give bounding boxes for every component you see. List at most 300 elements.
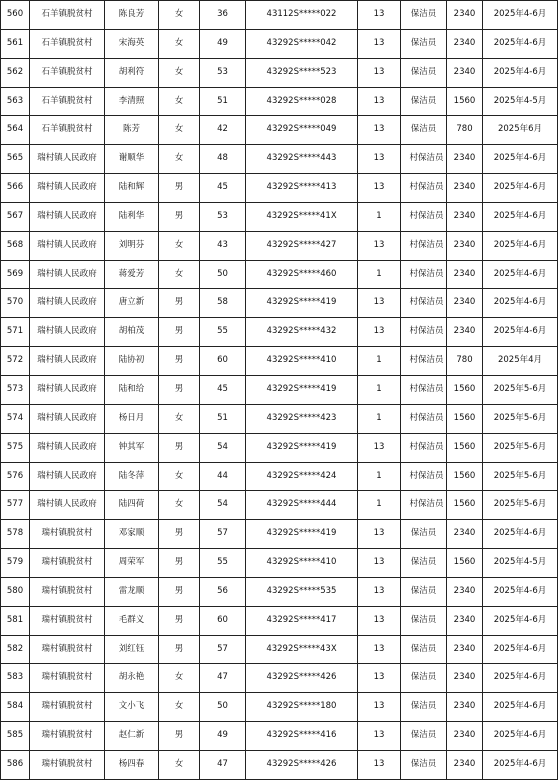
cell-person-name: 宋海英 xyxy=(105,29,159,58)
cell-period: 2025年5-6月 xyxy=(483,375,558,404)
cell-id-number: 43292S*****419 xyxy=(246,433,358,462)
cell-id-number: 43292S*****523 xyxy=(246,58,358,87)
cell-period: 2025年4-6月 xyxy=(483,1,558,30)
cell-amount: 2340 xyxy=(447,1,483,30)
table-row xyxy=(1,375,558,404)
cell-months: 13 xyxy=(358,116,401,145)
cell-amount: 2340 xyxy=(447,635,483,664)
cell-months: 1 xyxy=(358,347,401,376)
cell-gender: 女 xyxy=(159,231,200,260)
cell-gender: 男 xyxy=(159,606,200,635)
cell-id-number: 43292S*****41X xyxy=(246,202,358,231)
cell-months: 13 xyxy=(358,549,401,578)
cell-gender: 男 xyxy=(159,289,200,318)
cell-id-number: 43292S*****427 xyxy=(246,231,358,260)
cell-id-number: 43292S*****042 xyxy=(246,29,358,58)
cell-work-unit: 瑞村镇脱贫村 xyxy=(30,520,105,549)
cell-age: 48 xyxy=(200,145,246,174)
cell-months: 13 xyxy=(358,231,401,260)
cell-months: 13 xyxy=(358,145,401,174)
cell-months: 1 xyxy=(358,462,401,491)
table-row xyxy=(1,462,558,491)
cell-person-name: 杨日月 xyxy=(105,404,159,433)
cell-person-name: 雷龙顺 xyxy=(105,577,159,606)
cell-work-unit: 瑞村镇人民政府 xyxy=(30,433,105,462)
cell-period: 2025年5-6月 xyxy=(483,404,558,433)
table-row xyxy=(1,491,558,520)
cell-amount: 2340 xyxy=(447,289,483,318)
cell-gender: 女 xyxy=(159,116,200,145)
cell-amount: 1560 xyxy=(447,87,483,116)
cell-person-name: 邓家顺 xyxy=(105,520,159,549)
cell-gender: 男 xyxy=(159,202,200,231)
cell-post: 保洁员 xyxy=(401,29,447,58)
cell-amount: 2340 xyxy=(447,145,483,174)
cell-serial-number: 568 xyxy=(1,231,30,260)
cell-months: 1 xyxy=(358,375,401,404)
cell-post-text: 村保洁员 xyxy=(409,499,444,510)
cell-id-number: 43292S*****443 xyxy=(246,145,358,174)
cell-age: 54 xyxy=(200,433,246,462)
table-row xyxy=(1,750,558,779)
cell-amount: 2340 xyxy=(447,750,483,779)
cell-id-number: 43112S*****022 xyxy=(246,1,358,30)
cell-work-unit: 瑞村镇人民政府 xyxy=(30,231,105,260)
cell-person-name: 刘红钰 xyxy=(105,635,159,664)
cell-gender: 女 xyxy=(159,693,200,722)
roster-body xyxy=(1,1,558,780)
cell-months: 13 xyxy=(358,722,401,751)
cell-person-name: 蒋爱芳 xyxy=(105,260,159,289)
cell-work-unit: 瑞村镇人民政府 xyxy=(30,202,105,231)
cell-work-unit: 石羊镇脱贫村 xyxy=(30,116,105,145)
cell-months: 13 xyxy=(358,750,401,779)
table-row xyxy=(1,318,558,347)
cell-work-unit: 石羊镇脱贫村 xyxy=(30,1,105,30)
cell-gender: 女 xyxy=(159,750,200,779)
cell-work-unit: 瑞村镇人民政府 xyxy=(30,375,105,404)
cell-person-name: 陈芳 xyxy=(105,116,159,145)
cell-months: 13 xyxy=(358,58,401,87)
cell-period: 2025年4-6月 xyxy=(483,520,558,549)
cell-gender: 女 xyxy=(159,87,200,116)
cell-age: 55 xyxy=(200,318,246,347)
cell-serial-number: 573 xyxy=(1,375,30,404)
cell-post xyxy=(401,289,447,318)
cell-serial-number: 563 xyxy=(1,87,30,116)
cell-amount: 780 xyxy=(447,347,483,376)
table-row xyxy=(1,145,558,174)
cell-post-text: 村保洁员 xyxy=(409,182,444,193)
table-row xyxy=(1,87,558,116)
cell-months: 13 xyxy=(358,577,401,606)
cell-period: 2025年5-6月 xyxy=(483,462,558,491)
cell-id-number: 43292S*****419 xyxy=(246,289,358,318)
cell-amount: 2340 xyxy=(447,202,483,231)
cell-post xyxy=(401,145,447,174)
cell-work-unit: 瑞村镇脱贫村 xyxy=(30,577,105,606)
cell-post: 保洁员 xyxy=(401,750,447,779)
cell-serial-number: 580 xyxy=(1,577,30,606)
table-row xyxy=(1,289,558,318)
cell-period: 2025年4-6月 xyxy=(483,58,558,87)
cell-period: 2025年4-6月 xyxy=(483,722,558,751)
cell-age: 51 xyxy=(200,87,246,116)
cell-post-text: 村保洁员 xyxy=(409,239,444,250)
cell-person-name: 杨四春 xyxy=(105,750,159,779)
cell-id-number: 43292S*****426 xyxy=(246,664,358,693)
cell-amount: 1560 xyxy=(447,549,483,578)
cell-id-number: 43292S*****417 xyxy=(246,606,358,635)
cell-work-unit: 瑞村镇人民政府 xyxy=(30,491,105,520)
cell-person-name: 胡柏茂 xyxy=(105,318,159,347)
cell-gender: 女 xyxy=(159,462,200,491)
cell-age: 44 xyxy=(200,462,246,491)
table-row xyxy=(1,520,558,549)
cell-period: 2025年4-6月 xyxy=(483,606,558,635)
cell-period: 2025年4-6月 xyxy=(483,289,558,318)
cell-work-unit: 瑞村镇脱贫村 xyxy=(30,606,105,635)
cell-serial-number: 562 xyxy=(1,58,30,87)
cell-period: 2025年4-6月 xyxy=(483,318,558,347)
cell-amount: 780 xyxy=(447,116,483,145)
cell-post xyxy=(401,462,447,491)
cell-age: 50 xyxy=(200,260,246,289)
cell-period: 2025年4-6月 xyxy=(483,174,558,203)
cell-gender: 男 xyxy=(159,318,200,347)
cell-amount: 2340 xyxy=(447,520,483,549)
cell-work-unit: 瑞村镇人民政府 xyxy=(30,347,105,376)
cell-person-name: 陆和给 xyxy=(105,375,159,404)
cell-amount: 2340 xyxy=(447,664,483,693)
cell-work-unit: 瑞村镇人民政府 xyxy=(30,404,105,433)
cell-id-number: 43292S*****424 xyxy=(246,462,358,491)
cell-work-unit: 瑞村镇人民政府 xyxy=(30,174,105,203)
cell-post-text: 村保洁员 xyxy=(409,355,444,366)
cell-serial-number: 567 xyxy=(1,202,30,231)
cell-post: 保洁员 xyxy=(401,664,447,693)
cell-gender: 女 xyxy=(159,260,200,289)
table-row xyxy=(1,29,558,58)
cell-serial-number: 582 xyxy=(1,635,30,664)
cell-age: 53 xyxy=(200,58,246,87)
cell-serial-number: 585 xyxy=(1,722,30,751)
cell-person-name: 谢顺华 xyxy=(105,145,159,174)
cell-serial-number: 583 xyxy=(1,664,30,693)
cell-id-number: 43292S*****426 xyxy=(246,750,358,779)
cell-serial-number: 584 xyxy=(1,693,30,722)
cell-period: 2025年6月 xyxy=(483,116,558,145)
cell-months: 13 xyxy=(358,1,401,30)
cell-gender: 女 xyxy=(159,58,200,87)
cell-post xyxy=(401,375,447,404)
cell-gender: 男 xyxy=(159,347,200,376)
table-row xyxy=(1,635,558,664)
cell-gender: 女 xyxy=(159,491,200,520)
cell-person-name: 刘明芬 xyxy=(105,231,159,260)
cell-work-unit: 石羊镇脱贫村 xyxy=(30,58,105,87)
cell-period: 2025年4-6月 xyxy=(483,635,558,664)
cell-months: 1 xyxy=(358,202,401,231)
cell-post xyxy=(401,433,447,462)
cell-work-unit: 瑞村镇脱贫村 xyxy=(30,635,105,664)
cell-post: 保洁员 xyxy=(401,87,447,116)
cell-age: 57 xyxy=(200,520,246,549)
cell-post: 保洁员 xyxy=(401,116,447,145)
cell-serial-number: 578 xyxy=(1,520,30,549)
cell-work-unit: 瑞村镇人民政府 xyxy=(30,145,105,174)
cell-post: 保洁员 xyxy=(401,577,447,606)
cell-serial-number: 561 xyxy=(1,29,30,58)
cell-period: 2025年4-6月 xyxy=(483,664,558,693)
cell-amount: 2340 xyxy=(447,722,483,751)
cell-work-unit: 瑞村镇脱贫村 xyxy=(30,750,105,779)
cell-period: 2025年5-6月 xyxy=(483,491,558,520)
cell-gender: 男 xyxy=(159,577,200,606)
cell-amount: 1560 xyxy=(447,375,483,404)
table-row xyxy=(1,58,558,87)
cell-post xyxy=(401,202,447,231)
cell-age: 45 xyxy=(200,375,246,404)
cell-serial-number: 560 xyxy=(1,1,30,30)
cell-post xyxy=(401,174,447,203)
cell-post-text: 村保洁员 xyxy=(409,210,444,221)
cell-period: 2025年5-6月 xyxy=(483,433,558,462)
cell-person-name: 赵仁新 xyxy=(105,722,159,751)
cell-months: 13 xyxy=(358,520,401,549)
cell-months: 13 xyxy=(358,174,401,203)
cell-serial-number: 565 xyxy=(1,145,30,174)
cell-id-number: 43292S*****410 xyxy=(246,549,358,578)
cell-age: 49 xyxy=(200,29,246,58)
cell-serial-number: 575 xyxy=(1,433,30,462)
table-row xyxy=(1,404,558,433)
cell-serial-number: 570 xyxy=(1,289,30,318)
cell-id-number: 43292S*****410 xyxy=(246,347,358,376)
cell-amount: 2340 xyxy=(447,318,483,347)
cell-post-text: 村保洁员 xyxy=(409,326,444,337)
cell-serial-number: 571 xyxy=(1,318,30,347)
table-row xyxy=(1,1,558,30)
cell-person-name: 唐立新 xyxy=(105,289,159,318)
cell-person-name: 陆利华 xyxy=(105,202,159,231)
cell-person-name: 胡利符 xyxy=(105,58,159,87)
cell-post: 保洁员 xyxy=(401,1,447,30)
cell-id-number: 43292S*****028 xyxy=(246,87,358,116)
cell-gender: 男 xyxy=(159,433,200,462)
cell-amount: 2340 xyxy=(447,260,483,289)
cell-age: 45 xyxy=(200,174,246,203)
cell-age: 36 xyxy=(200,1,246,30)
table-row xyxy=(1,577,558,606)
cell-gender: 男 xyxy=(159,174,200,203)
cell-post: 保洁员 xyxy=(401,635,447,664)
cell-amount: 1560 xyxy=(447,491,483,520)
cell-period: 2025年4-5月 xyxy=(483,87,558,116)
cell-months: 13 xyxy=(358,87,401,116)
cell-age: 50 xyxy=(200,693,246,722)
cell-months: 1 xyxy=(358,260,401,289)
cell-months: 13 xyxy=(358,433,401,462)
cell-person-name: 钟其军 xyxy=(105,433,159,462)
cell-work-unit: 瑞村镇脱贫村 xyxy=(30,549,105,578)
cell-person-name: 陈良芳 xyxy=(105,1,159,30)
cell-gender: 女 xyxy=(159,29,200,58)
cell-gender: 女 xyxy=(159,145,200,174)
cell-serial-number: 574 xyxy=(1,404,30,433)
cell-post-text: 村保洁员 xyxy=(409,441,444,452)
cell-serial-number: 566 xyxy=(1,174,30,203)
cell-work-unit: 瑞村镇人民政府 xyxy=(30,318,105,347)
cell-age: 57 xyxy=(200,635,246,664)
cell-gender: 女 xyxy=(159,664,200,693)
cell-id-number: 43292S*****432 xyxy=(246,318,358,347)
cell-amount: 2340 xyxy=(447,577,483,606)
cell-months: 13 xyxy=(358,289,401,318)
cell-age: 51 xyxy=(200,404,246,433)
cell-serial-number: 581 xyxy=(1,606,30,635)
table-row xyxy=(1,606,558,635)
cell-period: 2025年4-6月 xyxy=(483,29,558,58)
cell-id-number: 43292S*****049 xyxy=(246,116,358,145)
cell-months: 1 xyxy=(358,404,401,433)
cell-post-text: 村保洁员 xyxy=(409,297,444,308)
cell-id-number: 43292S*****416 xyxy=(246,722,358,751)
cell-work-unit: 石羊镇脱贫村 xyxy=(30,87,105,116)
cell-gender: 女 xyxy=(159,1,200,30)
cell-id-number: 43292S*****413 xyxy=(246,174,358,203)
cell-post-text: 村保洁员 xyxy=(409,470,444,481)
cell-post: 保洁员 xyxy=(401,722,447,751)
cell-work-unit: 瑞村镇脱贫村 xyxy=(30,722,105,751)
table-row xyxy=(1,664,558,693)
cell-post xyxy=(401,491,447,520)
cell-amount: 2340 xyxy=(447,58,483,87)
cell-period: 2025年4月 xyxy=(483,347,558,376)
cell-age: 42 xyxy=(200,116,246,145)
cell-work-unit: 瑞村镇人民政府 xyxy=(30,289,105,318)
cell-work-unit: 瑞村镇人民政府 xyxy=(30,260,105,289)
cell-amount: 1560 xyxy=(447,433,483,462)
table-row xyxy=(1,116,558,145)
cell-amount: 2340 xyxy=(447,174,483,203)
cell-post xyxy=(401,404,447,433)
cell-period: 2025年4-6月 xyxy=(483,260,558,289)
cell-months: 13 xyxy=(358,635,401,664)
cell-id-number: 43292S*****535 xyxy=(246,577,358,606)
cell-amount: 1560 xyxy=(447,462,483,491)
cell-months: 13 xyxy=(358,606,401,635)
cell-age: 55 xyxy=(200,549,246,578)
cell-age: 47 xyxy=(200,664,246,693)
cell-gender: 男 xyxy=(159,722,200,751)
cell-period: 2025年4-6月 xyxy=(483,202,558,231)
cell-age: 60 xyxy=(200,347,246,376)
cell-id-number: 43292S*****423 xyxy=(246,404,358,433)
cell-age: 43 xyxy=(200,231,246,260)
cell-age: 53 xyxy=(200,202,246,231)
cell-post-text: 村保洁员 xyxy=(409,412,444,423)
cell-id-number: 43292S*****43X xyxy=(246,635,358,664)
cell-period: 2025年4-6月 xyxy=(483,750,558,779)
cell-post xyxy=(401,347,447,376)
cell-post: 保洁员 xyxy=(401,520,447,549)
cell-id-number: 43292S*****460 xyxy=(246,260,358,289)
cell-age: 60 xyxy=(200,606,246,635)
cell-serial-number: 577 xyxy=(1,491,30,520)
table-row xyxy=(1,549,558,578)
cell-months: 13 xyxy=(358,664,401,693)
cell-work-unit: 瑞村镇脱贫村 xyxy=(30,693,105,722)
cell-person-name: 文小飞 xyxy=(105,693,159,722)
cell-age: 47 xyxy=(200,750,246,779)
cell-period: 2025年4-6月 xyxy=(483,145,558,174)
cell-age: 58 xyxy=(200,289,246,318)
cell-person-name: 李清照 xyxy=(105,87,159,116)
table-row xyxy=(1,231,558,260)
table-row xyxy=(1,693,558,722)
cell-post xyxy=(401,318,447,347)
cell-gender: 男 xyxy=(159,520,200,549)
cell-post: 保洁员 xyxy=(401,58,447,87)
cell-work-unit: 石羊镇脱贫村 xyxy=(30,29,105,58)
cell-work-unit: 瑞村镇脱贫村 xyxy=(30,664,105,693)
cell-id-number: 43292S*****180 xyxy=(246,693,358,722)
cell-post xyxy=(401,260,447,289)
cell-gender: 男 xyxy=(159,635,200,664)
cell-period: 2025年4-6月 xyxy=(483,231,558,260)
cell-amount: 2340 xyxy=(447,606,483,635)
cell-id-number: 43292S*****419 xyxy=(246,375,358,404)
cell-amount: 2340 xyxy=(447,231,483,260)
cell-post-text: 村保洁员 xyxy=(409,268,444,279)
cell-post: 保洁员 xyxy=(401,606,447,635)
cell-person-name: 陆四荷 xyxy=(105,491,159,520)
cell-serial-number: 579 xyxy=(1,549,30,578)
table-row xyxy=(1,433,558,462)
cell-serial-number: 586 xyxy=(1,750,30,779)
table-row xyxy=(1,722,558,751)
table-row xyxy=(1,260,558,289)
cell-amount: 2340 xyxy=(447,29,483,58)
cell-period: 2025年4-5月 xyxy=(483,549,558,578)
cell-post: 保洁员 xyxy=(401,549,447,578)
cell-person-name: 陆和辉 xyxy=(105,174,159,203)
cell-id-number: 43292S*****444 xyxy=(246,491,358,520)
cell-post: 保洁员 xyxy=(401,693,447,722)
cell-post xyxy=(401,231,447,260)
cell-age: 56 xyxy=(200,577,246,606)
cell-person-name: 胡永艳 xyxy=(105,664,159,693)
cell-gender: 男 xyxy=(159,375,200,404)
cell-person-name: 毛群义 xyxy=(105,606,159,635)
cell-serial-number: 576 xyxy=(1,462,30,491)
cell-age: 49 xyxy=(200,722,246,751)
cell-person-name: 陆冬萍 xyxy=(105,462,159,491)
cell-work-unit: 瑞村镇人民政府 xyxy=(30,462,105,491)
cell-months: 13 xyxy=(358,693,401,722)
cell-gender: 女 xyxy=(159,404,200,433)
cell-post-text: 村保洁员 xyxy=(409,153,444,164)
cell-serial-number: 564 xyxy=(1,116,30,145)
cell-months: 1 xyxy=(358,491,401,520)
cell-amount: 1560 xyxy=(447,404,483,433)
cell-gender: 男 xyxy=(159,549,200,578)
cell-period: 2025年4-6月 xyxy=(483,577,558,606)
cell-serial-number: 569 xyxy=(1,260,30,289)
cell-months: 13 xyxy=(358,29,401,58)
table-row xyxy=(1,202,558,231)
